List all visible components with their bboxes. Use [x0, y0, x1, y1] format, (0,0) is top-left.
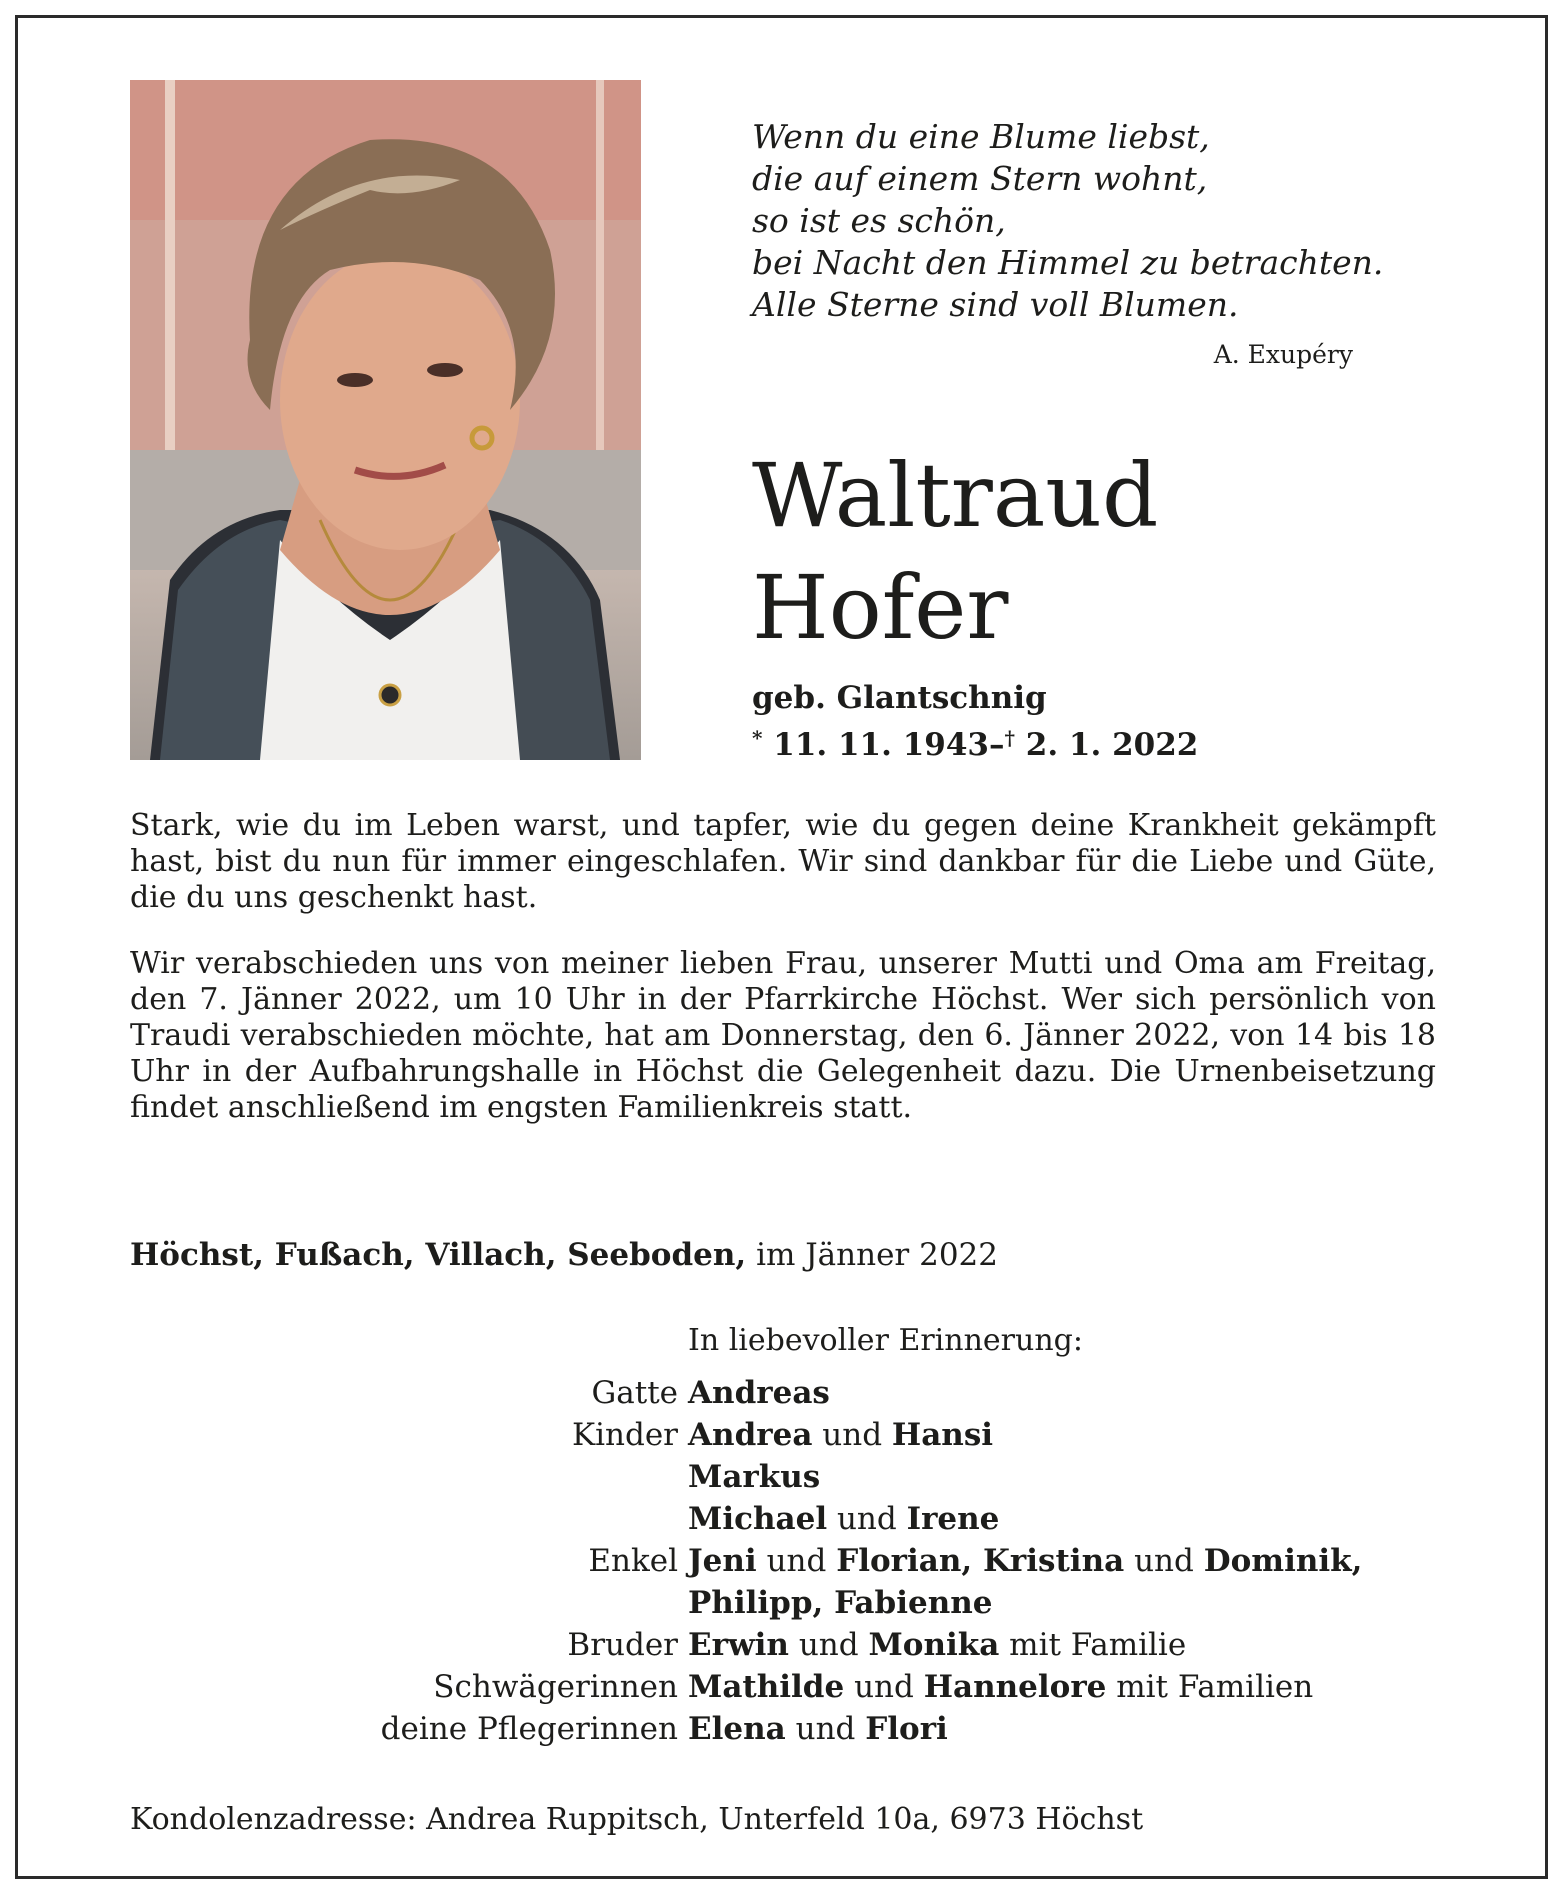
memory-heading: In liebevoller Erinnerung: — [688, 1323, 1083, 1358]
mourner-name: Monika — [868, 1627, 1000, 1663]
mourner-row — [260, 1501, 1450, 1543]
mourner-connector: und — [827, 1501, 907, 1537]
mourner-name: Elena — [688, 1711, 786, 1747]
mourners-list — [260, 1375, 1450, 1753]
mourner-name: Andrea — [688, 1417, 813, 1453]
mourner-names — [688, 1417, 993, 1453]
mourner-name: Andreas — [688, 1375, 830, 1411]
mourner-connector: und — [788, 1627, 869, 1663]
mourner-role: deine Pflegerinnen — [380, 1711, 678, 1747]
mourner-row — [260, 1375, 1450, 1417]
poem — [752, 116, 1384, 326]
birth-date: 11. 11. 1943 — [773, 727, 989, 763]
poem-line: so ist es schön, — [752, 201, 1006, 240]
paragraph-funeral: Wir verabschieden uns von meiner lieben Frau, unserer Mutti und Oma am Freitag, den 7. Jänner 2022, um 10 Uhr in der Pfarrkirche Höchst. Wer sich persönlich von Traudi verabschieden möchte, hat am Donnerstag, den 6. Jänner 2022, von 14 bis 18 Uhr in der Aufbahrungshalle in Höchst die Gelegenheit dazu. Die Urnenbeisetzung findet anschließend im engsten Familienkreis statt. — [130, 946, 1436, 1125]
mourner-role: Schwägerinnen — [433, 1669, 678, 1705]
poem-line: die auf einem Stern wohnt, — [752, 159, 1208, 198]
date-dash: – — [989, 727, 1005, 763]
mourner-names — [688, 1501, 999, 1537]
mourner-name: Philipp, Fabienne — [688, 1585, 993, 1621]
mourner-row — [260, 1711, 1450, 1753]
mourner-name: Markus — [688, 1459, 821, 1495]
mourner-name: Flori — [865, 1711, 948, 1747]
mourner-names — [688, 1711, 948, 1747]
poem-line: Wenn du eine Blume liebst, — [752, 117, 1210, 156]
mourner-name: Mathilde — [688, 1669, 845, 1705]
mourner-connector: und — [785, 1711, 866, 1747]
mourner-name: Irene — [906, 1501, 1000, 1537]
place-month: im Jänner 2022 — [746, 1237, 998, 1273]
mourner-connector: mit Familien — [1106, 1669, 1314, 1705]
last-name: Hofer — [752, 556, 1009, 659]
mourner-name: Michael — [688, 1501, 828, 1537]
mourner-name: Jeni — [688, 1543, 757, 1579]
condolence-address: Kondolenzadresse: Andrea Ruppitsch, Unterfeld 10a, 6973 Höchst — [130, 1802, 1144, 1837]
mourner-names — [688, 1459, 820, 1495]
mourner-names — [688, 1543, 1362, 1579]
mourner-row — [260, 1543, 1450, 1585]
place-date — [130, 1237, 998, 1273]
mourner-names — [688, 1669, 1313, 1705]
poem-line: Alle Sterne sind voll Blumen. — [752, 285, 1239, 324]
death-date: 2. 1. 2022 — [1025, 727, 1199, 763]
mourner-name: Hannelore — [923, 1669, 1107, 1705]
maiden-name: geb. Glantschnig — [752, 680, 1047, 716]
death-symbol: † — [1004, 726, 1015, 750]
mourner-row — [260, 1459, 1450, 1501]
poem-line: bei Nacht den Himmel zu betrachten. — [752, 243, 1384, 282]
mourner-name: Dominik, — [1203, 1543, 1363, 1579]
mourner-connector: mit Familie — [999, 1627, 1187, 1663]
mourner-names — [688, 1627, 1186, 1663]
mourner-connector: und — [756, 1543, 837, 1579]
mourner-connector: und — [812, 1417, 892, 1453]
mourner-row — [260, 1417, 1450, 1459]
portrait-photo — [130, 80, 641, 760]
mourner-names — [688, 1375, 830, 1411]
first-name: Waltraud — [752, 444, 1159, 547]
deceased-name — [752, 440, 1158, 664]
mourner-row — [260, 1585, 1450, 1627]
mourner-role: Bruder — [567, 1627, 678, 1663]
life-dates — [752, 726, 1198, 763]
mourner-row — [260, 1627, 1450, 1669]
poem-author: A. Exupéry — [1213, 340, 1353, 369]
paragraph-tribute: Stark, wie du im Leben warst, und tapfer, wie du gegen deine Krankheit gekämpft hast, bist du nun für immer eingeschlafen. Wir sind dankbar für die Liebe und Güte, die du uns geschenkt hast. — [130, 808, 1436, 915]
mourner-name: Erwin — [688, 1627, 789, 1663]
birth-symbol: * — [752, 726, 763, 750]
mourner-role: Enkel — [588, 1543, 678, 1579]
mourner-name: Florian, Kristina — [836, 1543, 1125, 1579]
mourner-row — [260, 1669, 1450, 1711]
mourner-connector: und — [1124, 1543, 1204, 1579]
place-locations: Höchst, Fußach, Villach, Seeboden, — [130, 1237, 747, 1273]
mourner-name: Hansi — [891, 1417, 994, 1453]
mourner-role: Gatte — [591, 1375, 678, 1411]
mourner-role: Kinder — [571, 1417, 678, 1453]
mourner-names — [688, 1585, 993, 1621]
mourner-connector: und — [844, 1669, 924, 1705]
